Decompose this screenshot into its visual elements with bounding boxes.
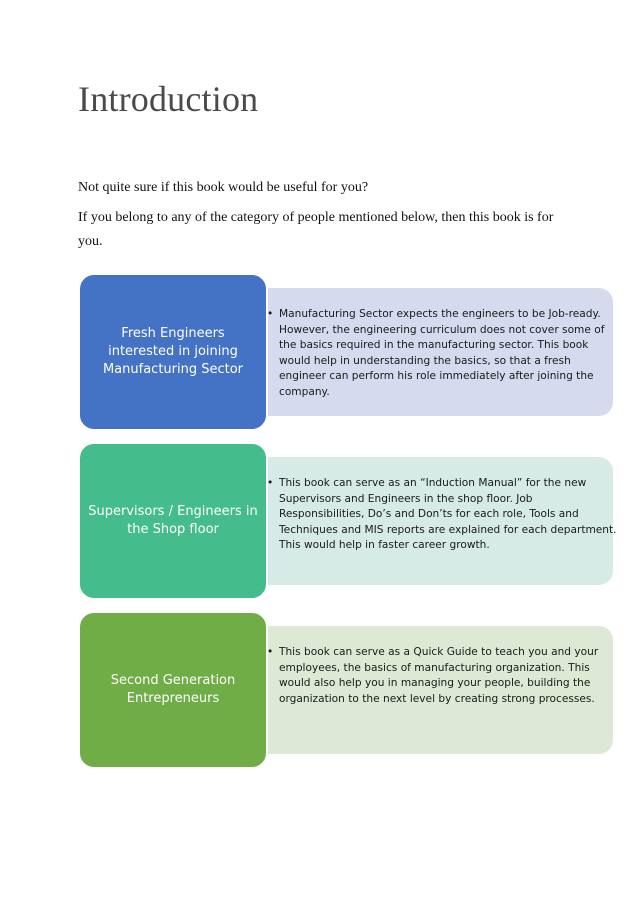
bullet-icon: • [267, 477, 274, 489]
intro-question: Not quite sure if this book would be useful for you? [78, 180, 369, 195]
bullet-icon: • [267, 646, 274, 658]
audience-row-fresh-engineers [78, 273, 613, 431]
description-bullet [267, 307, 619, 400]
audience-label-box [78, 273, 268, 431]
description-bullet [267, 645, 619, 707]
description-text: This book can serve as a Quick Guide to teach you and your employees, the basics of manufacturing organization. This would also help you in managing your people, building the organization to the next level by creating strong processes. [279, 646, 599, 705]
description-text: Manufacturing Sector expects the engineers to be Job-ready. However, the engineering curriculum does not cover some of the basics required in the manufacturing sector. This book would help in understanding the basics, so that a fresh engineer can perform his role immediately after joining the company. [279, 308, 605, 398]
description-bullet [267, 476, 619, 554]
audience-label-box [78, 442, 268, 600]
audience-row-entrepreneurs [78, 611, 613, 769]
audience-label-box [78, 611, 268, 769]
audience-label: Fresh Engineers interested in joining Manufacturing Sector [102, 326, 244, 377]
audience-label: Second Generation Entrepreneurs [110, 673, 236, 706]
intro-statement: If you belong to any of the category of people mentioned below, then this book is for you. [78, 210, 554, 249]
bullet-icon: • [267, 308, 274, 320]
audience-label: Supervisors / Engineers in the Shop floor [88, 504, 258, 537]
audience-row-supervisors [78, 442, 617, 600]
page-title: Introduction [78, 79, 259, 119]
description-text: This book can serve as an “Induction Manual” for the new Supervisors and Engineers in the shop floor. Job Responsibilities, Do’s and Don’ts for each role, Tools and Techniques and MIS reports are explained for each department. This would help in faster career growth. [279, 477, 617, 551]
